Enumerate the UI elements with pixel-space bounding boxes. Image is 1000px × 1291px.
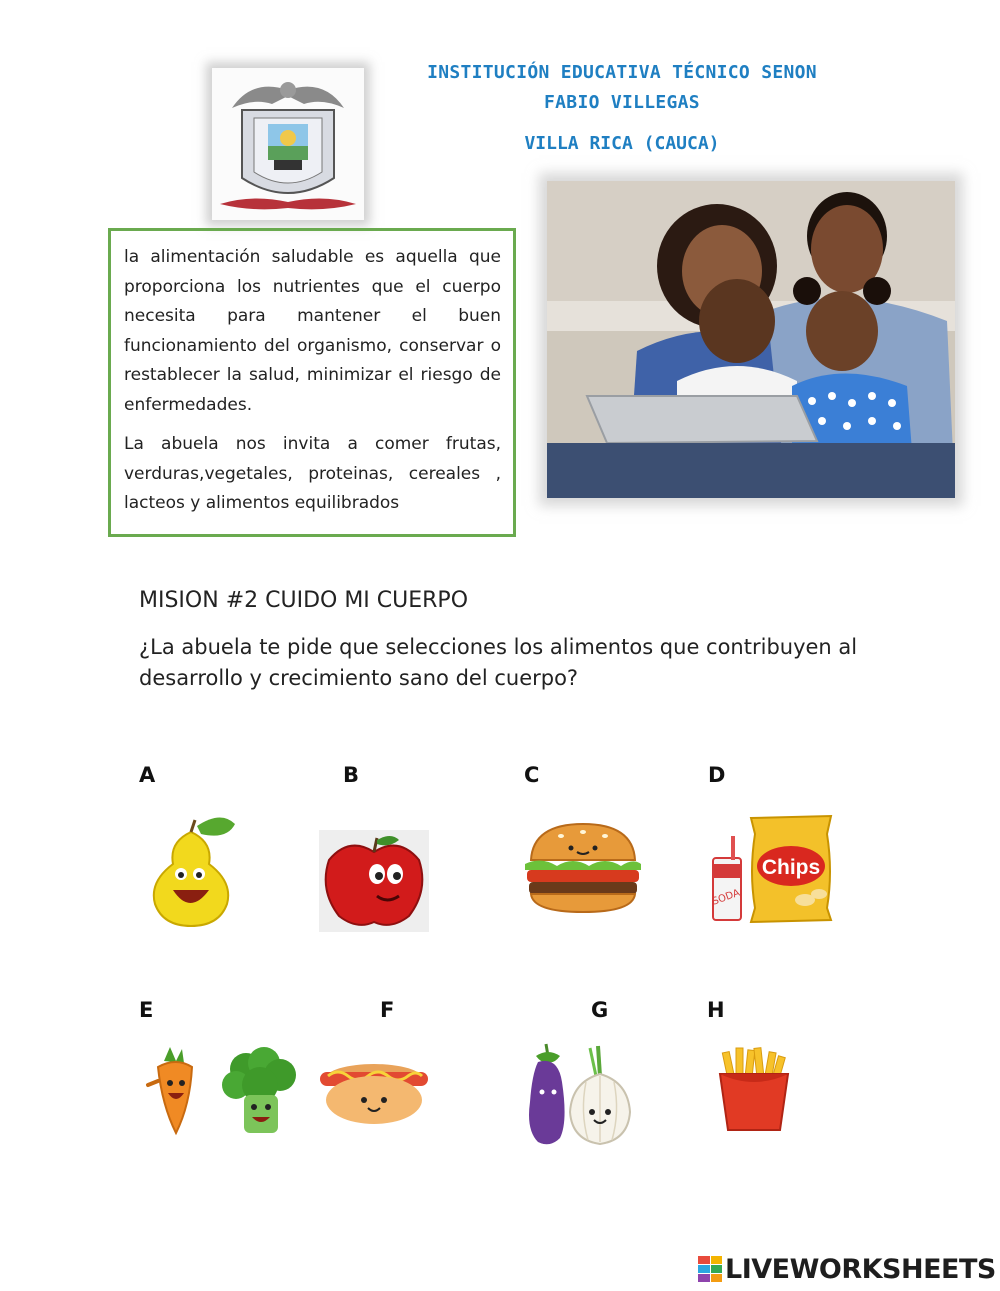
pear-icon[interactable] bbox=[143, 812, 239, 928]
option-letter-e: E bbox=[139, 998, 154, 1022]
liveworksheets-logo bbox=[698, 1253, 996, 1285]
eggplant-onion-icon[interactable] bbox=[524, 1042, 636, 1148]
option-letter-a: A bbox=[139, 763, 156, 787]
option-letter-c: C bbox=[524, 763, 540, 787]
fries-icon[interactable] bbox=[716, 1046, 792, 1132]
info-paragraph-1: la alimentación saludable es aquella que proporciona los nutrientes que el cuerpo necesita para mantener el buen funcionamiento del organismo, conservar o restablecer la salud, minimizar el riesgo de enfermedades. bbox=[124, 247, 501, 415]
info-box bbox=[108, 228, 516, 537]
option-letter-b: B bbox=[343, 763, 360, 787]
soda-label: SODA bbox=[710, 887, 742, 908]
hamburger-icon[interactable] bbox=[521, 820, 645, 914]
family-photo bbox=[547, 181, 955, 498]
option-letter-h: H bbox=[707, 998, 725, 1022]
info-paragraph-2: La abuela nos invita a comer frutas, verduras,vegetales, proteinas, cereales , lacteos y alimentos equilibrados bbox=[124, 434, 501, 513]
apple-icon[interactable] bbox=[319, 830, 429, 932]
school-name-line1: INSTITUCIÓN EDUCATIVA TÉCNICO SENON bbox=[427, 62, 817, 83]
option-letter-d: D bbox=[708, 763, 726, 787]
school-crest bbox=[212, 68, 364, 220]
chips-label: Chips bbox=[761, 856, 821, 879]
school-name bbox=[372, 58, 872, 118]
hotdog-icon[interactable] bbox=[318, 1056, 430, 1128]
school-name-line2: FABIO VILLEGAS bbox=[544, 92, 700, 113]
option-letter-f: F bbox=[380, 998, 395, 1022]
mission-question: ¿La abuela te pide que selecciones los alimentos que contribuyen al desarrollo y crecimiento sano del cuerpo? bbox=[139, 635, 858, 690]
school-city: VILLA RICA (CAUCA) bbox=[524, 133, 720, 154]
mission-title: MISION #2 CUIDO MI CUERPO bbox=[139, 588, 469, 613]
soda-chips-icon[interactable] bbox=[709, 812, 835, 924]
option-letter-g: G bbox=[591, 998, 609, 1022]
carrot-broccoli-icon[interactable] bbox=[140, 1045, 300, 1137]
liveworksheets-brand: LIVEWORKSHEETS bbox=[725, 1253, 996, 1285]
liveworksheets-logo-icon bbox=[698, 1256, 722, 1282]
